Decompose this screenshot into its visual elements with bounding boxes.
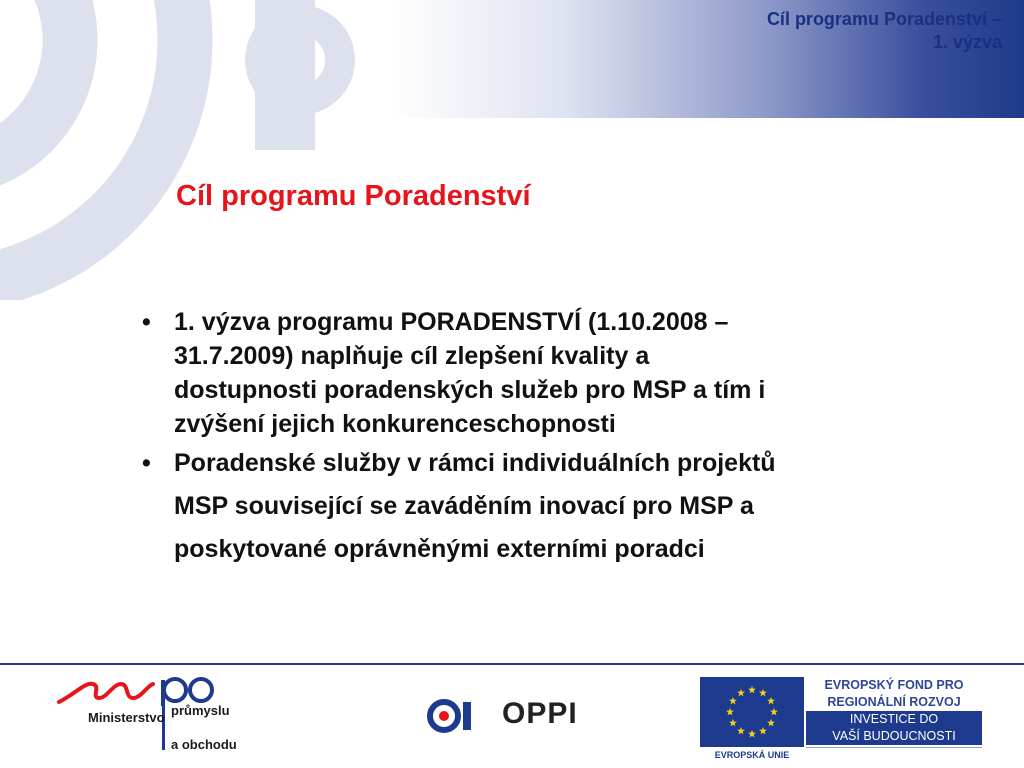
footer-divider — [0, 663, 1024, 665]
eu-box-underline — [806, 747, 982, 748]
bullet-marker: • — [142, 449, 151, 477]
bullet-line: poskytované oprávněnými externími poradci — [174, 535, 705, 563]
mpo-logo-icon — [55, 676, 215, 706]
slide-title: Cíl programu Poradenství — [176, 180, 531, 212]
mpo-vertical-bar — [162, 700, 165, 750]
bullet-line: zvýšení jejich konkurenceschopnosti — [174, 410, 616, 438]
eu-flag-caption: EVROPSKÁ UNIE — [700, 748, 804, 762]
bullet-item-1 — [140, 305, 1010, 441]
bullet-line: 1. výzva programu PORADENSTVÍ (1.10.2008 – — [174, 308, 729, 336]
bullet-list — [140, 305, 1010, 571]
eu-fund-line3: INVESTICE DO — [806, 711, 982, 728]
bullet-line: 31.7.2009) naplňuje cíl zlepšení kvality a — [174, 342, 650, 370]
eu-fund-box — [806, 677, 982, 747]
eu-fund-line2: REGIONÁLNÍ ROZVOJ — [806, 694, 982, 711]
bullet-line: MSP související se zaváděním inovací pro MSP a — [174, 492, 754, 520]
mpo-text-obchodu: a obchodu — [171, 737, 237, 752]
eu-fund-line1: EVROPSKÝ FOND PRO — [806, 677, 982, 694]
bullet-item-2 — [140, 442, 1010, 571]
bullet-marker: • — [142, 308, 151, 336]
eu-fund-line4: VAŠÍ BUDOUCNOSTI — [806, 728, 982, 745]
eu-flag-icon — [700, 677, 804, 747]
bullet-line: dostupnosti poradenských služeb pro MSP a tím i — [174, 376, 766, 404]
oppi-logo-text: OPPI — [502, 697, 578, 730]
mpo-text-ministerstvo: Ministerstvo — [88, 710, 165, 725]
oppi-logo-icon — [425, 697, 497, 735]
header-title — [767, 8, 1002, 54]
header-title-line2: 1. výzva — [932, 32, 1002, 52]
header-title-line1: Cíl programu Poradenství – — [766, 9, 1002, 29]
bullet-line: Poradenské služby v rámci individuálních projektů — [174, 449, 776, 477]
mpo-text-prumyslu: průmyslu — [171, 703, 230, 718]
